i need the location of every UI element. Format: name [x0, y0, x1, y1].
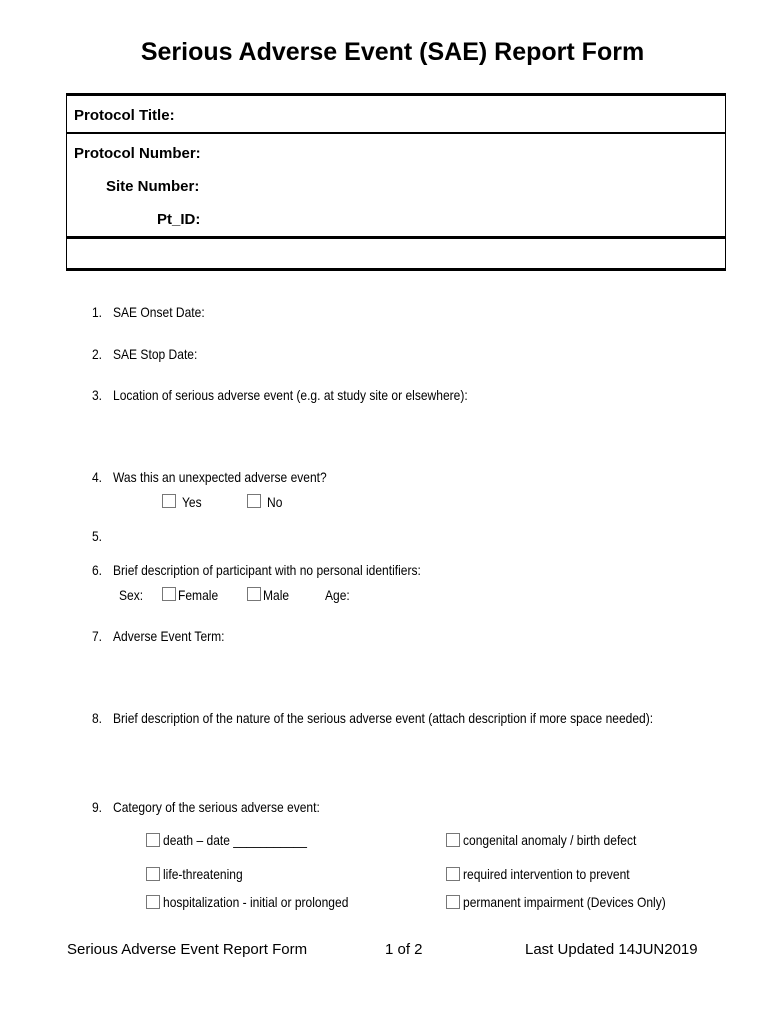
yes-label: Yes — [182, 494, 202, 510]
footer-last-updated: Last Updated 14JUN2019 — [525, 941, 698, 958]
congenital-anomaly-checkbox[interactable] — [446, 833, 460, 847]
question-number: 8. — [91, 710, 102, 726]
female-checkbox[interactable] — [162, 587, 176, 601]
no-checkbox[interactable] — [247, 494, 261, 508]
question-number: 3. — [91, 387, 102, 403]
sex-label: Sex: — [119, 587, 144, 603]
male-checkbox[interactable] — [247, 587, 261, 601]
protocol-title-label: Protocol Title: — [74, 107, 175, 124]
female-label: Female — [178, 587, 219, 603]
protocol-header-box — [66, 93, 726, 271]
required-intervention-checkbox[interactable] — [446, 867, 460, 881]
footer-page-number: 1 of 2 — [385, 941, 423, 958]
question-number: 1. — [91, 304, 102, 320]
protocol-number-label: Protocol Number: — [74, 145, 201, 162]
unexpected-ae-label: Was this an unexpected adverse event? — [113, 469, 327, 485]
site-number-label: Site Number: — [106, 178, 200, 195]
divider — [67, 236, 725, 239]
permanent-impairment-label: permanent impairment (Devices Only) — [463, 894, 666, 910]
divider — [67, 132, 725, 134]
hospitalization-checkbox[interactable] — [146, 895, 160, 909]
footer-form-name: Serious Adverse Event Report Form — [67, 941, 308, 958]
no-label: No — [267, 494, 283, 510]
question-number: 5. — [91, 528, 102, 544]
sae-category-label: Category of the serious adverse event: — [113, 799, 320, 815]
age-label: Age: — [325, 587, 350, 603]
hospitalization-label: hospitalization - initial or prolonged — [163, 894, 349, 910]
life-threatening-label: life-threatening — [163, 866, 243, 882]
permanent-impairment-checkbox[interactable] — [446, 895, 460, 909]
ae-term-label: Adverse Event Term: — [113, 628, 225, 644]
death-checkbox[interactable] — [146, 833, 160, 847]
congenital-anomaly-label: congenital anomaly / birth defect — [463, 832, 637, 848]
question-number: 6. — [91, 562, 102, 578]
question-number: 9. — [91, 799, 102, 815]
sae-onset-date-label: SAE Onset Date: — [113, 304, 205, 320]
yes-checkbox[interactable] — [162, 494, 176, 508]
question-number: 7. — [91, 628, 102, 644]
male-label: Male — [263, 587, 290, 603]
required-intervention-label: required intervention to prevent — [463, 866, 630, 882]
life-threatening-checkbox[interactable] — [146, 867, 160, 881]
question-number: 2. — [91, 346, 102, 362]
sae-stop-date-label: SAE Stop Date: — [113, 346, 198, 362]
death-label: death – date ___________ — [163, 832, 307, 848]
page-title: Serious Adverse Event (SAE) Report Form — [140, 38, 645, 66]
question-number: 4. — [91, 469, 102, 485]
participant-description-label: Brief description of participant with no personal identifiers: — [113, 562, 421, 578]
sae-nature-label: Brief description of the nature of the serious adverse event (attach description if more space needed): — [113, 710, 654, 726]
pt-id-label: Pt_ID: — [157, 211, 201, 228]
location-label: Location of serious adverse event (e.g. at study site or elsewhere): — [113, 387, 468, 403]
